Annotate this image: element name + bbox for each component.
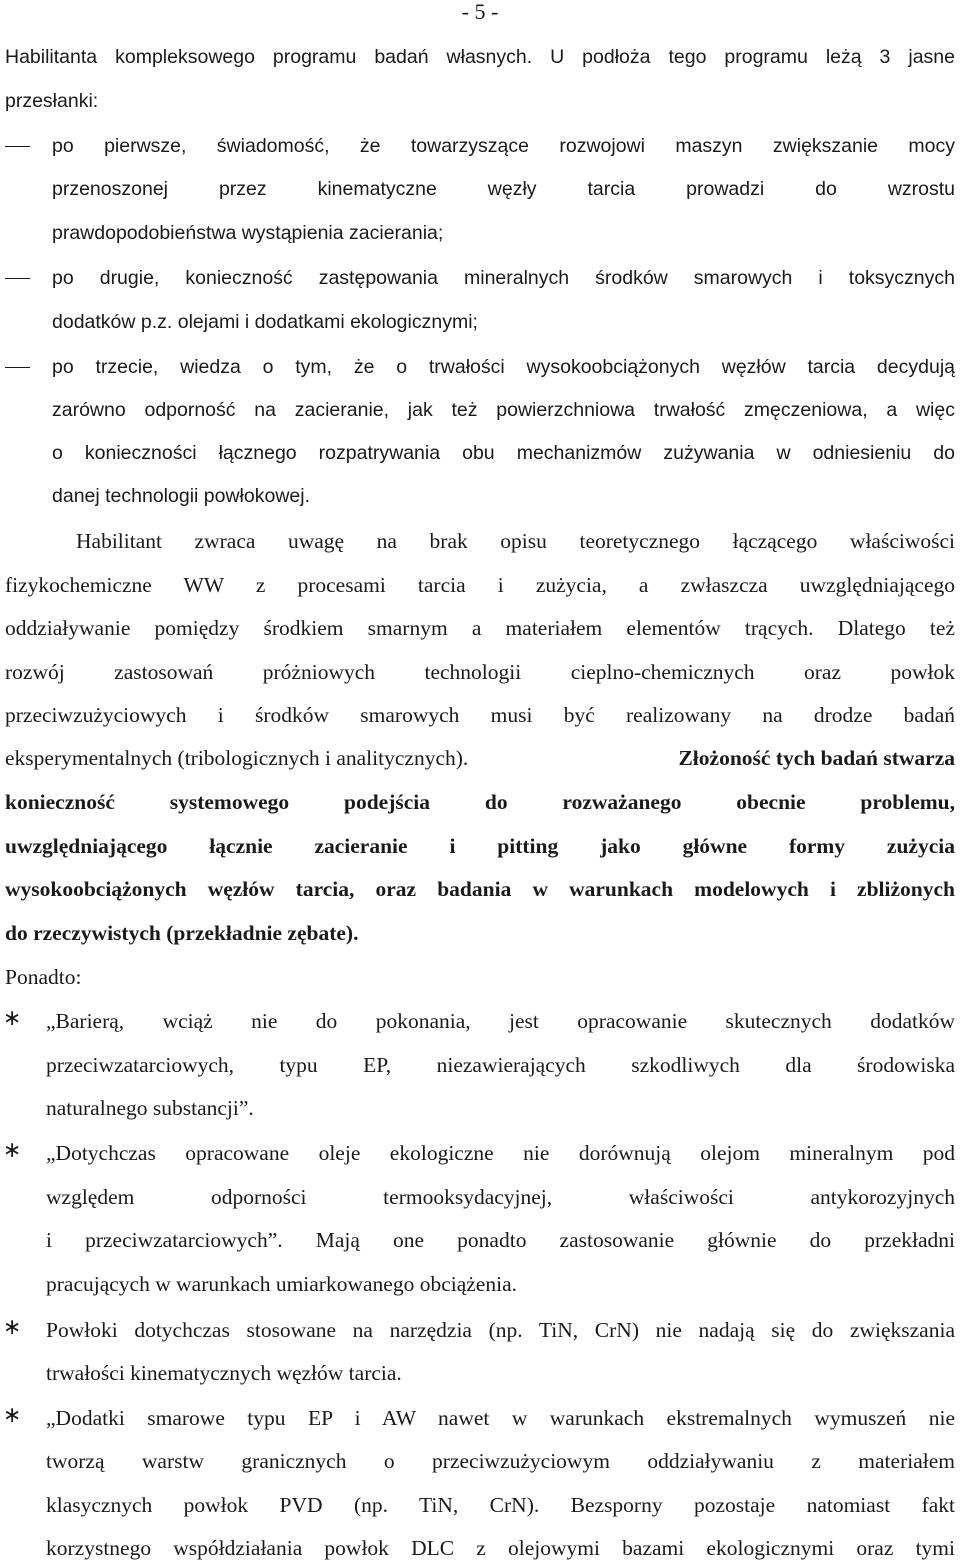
paragraph-line: rozwój zastosowań próżniowych technologii cieplno-chemicznych oraz powłok [5, 660, 955, 684]
dash-bullet-icon [5, 146, 30, 147]
bullet-line: klasycznych powłok PVD (np. TiN, CrN). Bezsporny pozostaje natomiast fakt [46, 1493, 955, 1517]
bullet-line: i przeciwzatarciowych”. Mają one ponadto zastosowanie głównie do przekładni [46, 1228, 955, 1252]
bullet-line: trwałości kinematycznych węzłów tarcia. [46, 1361, 402, 1385]
premise-line: po pierwsze, świadomość, że towarzyszące rozwojowi maszyn zwiększanie mocy [52, 135, 955, 157]
paragraph-bold-text: Złożoność tych badań stwarza [678, 746, 955, 770]
asterisk-bullet-icon: ∗ [3, 1403, 22, 1428]
intro-line: Habilitanta kompleksowego programu badań własnych. U podłoża tego programu leżą 3 jasne [5, 46, 955, 68]
bullet-line: korzystnego współdziałania powłok DLC z olejowymi bazami ekologicznymi oraz tymi [46, 1536, 955, 1560]
paragraph-line: oddziaływanie pomiędzy środkiem smarnym a materiałem elementów trących. Dlatego też [5, 616, 955, 640]
premise-line: po drugie, konieczność zastępowania mineralnych środków smarowych i toksycznych [52, 267, 955, 289]
intro-line: przesłanki: [5, 90, 99, 112]
ponadto-label: Ponadto: [5, 965, 82, 989]
premise-line: dodatków p.z. olejami i dodatkami ekologicznymi; [52, 311, 478, 333]
page-number: - 5 - [461, 0, 499, 24]
paragraph-text: eksperymentalnych (tribologicznych i analitycznych). [5, 746, 469, 770]
dash-bullet-icon [5, 367, 30, 368]
paragraph-bold-line: wysokoobciążonych węzłów tarcia, oraz badania w warunkach modelowych i zbliżonych [5, 877, 955, 901]
bullet-line: względem odporności termooksydacyjnej, właściwości antykorozyjnych [46, 1185, 955, 1209]
premise-line: przenoszonej przez kinematyczne węzły tarcia prowadzi do wzrostu [52, 178, 955, 200]
paragraph-bold-line: uwzględniającego łącznie zacieranie i pitting jako główne formy zużycia [5, 834, 955, 858]
bullet-line: przeciwzatarciowych, typu EP, niezawierających szkodliwych dla środowiska [46, 1053, 955, 1077]
paragraph-bold-line: do rzeczywistych (przekładnie zębate). [5, 921, 359, 945]
asterisk-bullet-icon: ∗ [3, 1138, 22, 1163]
premise-line: danej technologii powłokowej. [52, 485, 311, 507]
paragraph-line: Habilitant zwraca uwagę na brak opisu teoretycznego łączącego właściwości [76, 529, 955, 553]
bullet-line: pracujących w warunkach umiarkowanego obciążenia. [46, 1272, 517, 1296]
paragraph-line [5, 743, 955, 773]
bullet-line: naturalnego substancji”. [46, 1096, 254, 1120]
paragraph-line: fizykochemiczne WW z procesami tarcia i zużycia, a zwłaszcza uwzględniającego [5, 573, 955, 597]
bullet-line: Powłoki dotychczas stosowane na narzędzia (np. TiN, CrN) nie nadają się do zwiększania [46, 1318, 955, 1342]
premise-line: zarówno odporność na zacieranie, jak też powierzchniowa trwałość zmęczeniowa, a więc [52, 399, 955, 421]
bullet-line: „Dodatki smarowe typu EP i AW nawet w warunkach ekstremalnych wymuszeń nie [46, 1406, 955, 1430]
bullet-line: tworzą warstw granicznych o przeciwzużyciowym oddziaływaniu z materiałem [46, 1449, 955, 1473]
paragraph-line: przeciwzużyciowych i środków smarowych musi być realizowany na drodze badań [5, 703, 955, 727]
premise-line: prawdopodobieństwa wystąpienia zacierania; [52, 222, 444, 244]
asterisk-bullet-icon: ∗ [3, 1315, 22, 1340]
asterisk-bullet-icon: ∗ [3, 1006, 22, 1031]
dash-bullet-icon [5, 278, 30, 279]
premise-line: o konieczności łącznego rozpatrywania obu mechanizmów zużywania w odniesieniu do [52, 442, 955, 464]
bullet-line: „Dotychczas opracowane oleje ekologiczne nie dorównują olejom mineralnym pod [46, 1141, 955, 1165]
bullet-line: „Barierą, wciąż nie do pokonania, jest opracowanie skutecznych dodatków [46, 1009, 955, 1033]
paragraph-bold-line: konieczność systemowego podejścia do rozważanego obecnie problemu, [5, 790, 955, 814]
premise-line: po trzecie, wiedza o tym, że o trwałości wysokoobciążonych węzłów tarcia decydują [52, 356, 955, 378]
